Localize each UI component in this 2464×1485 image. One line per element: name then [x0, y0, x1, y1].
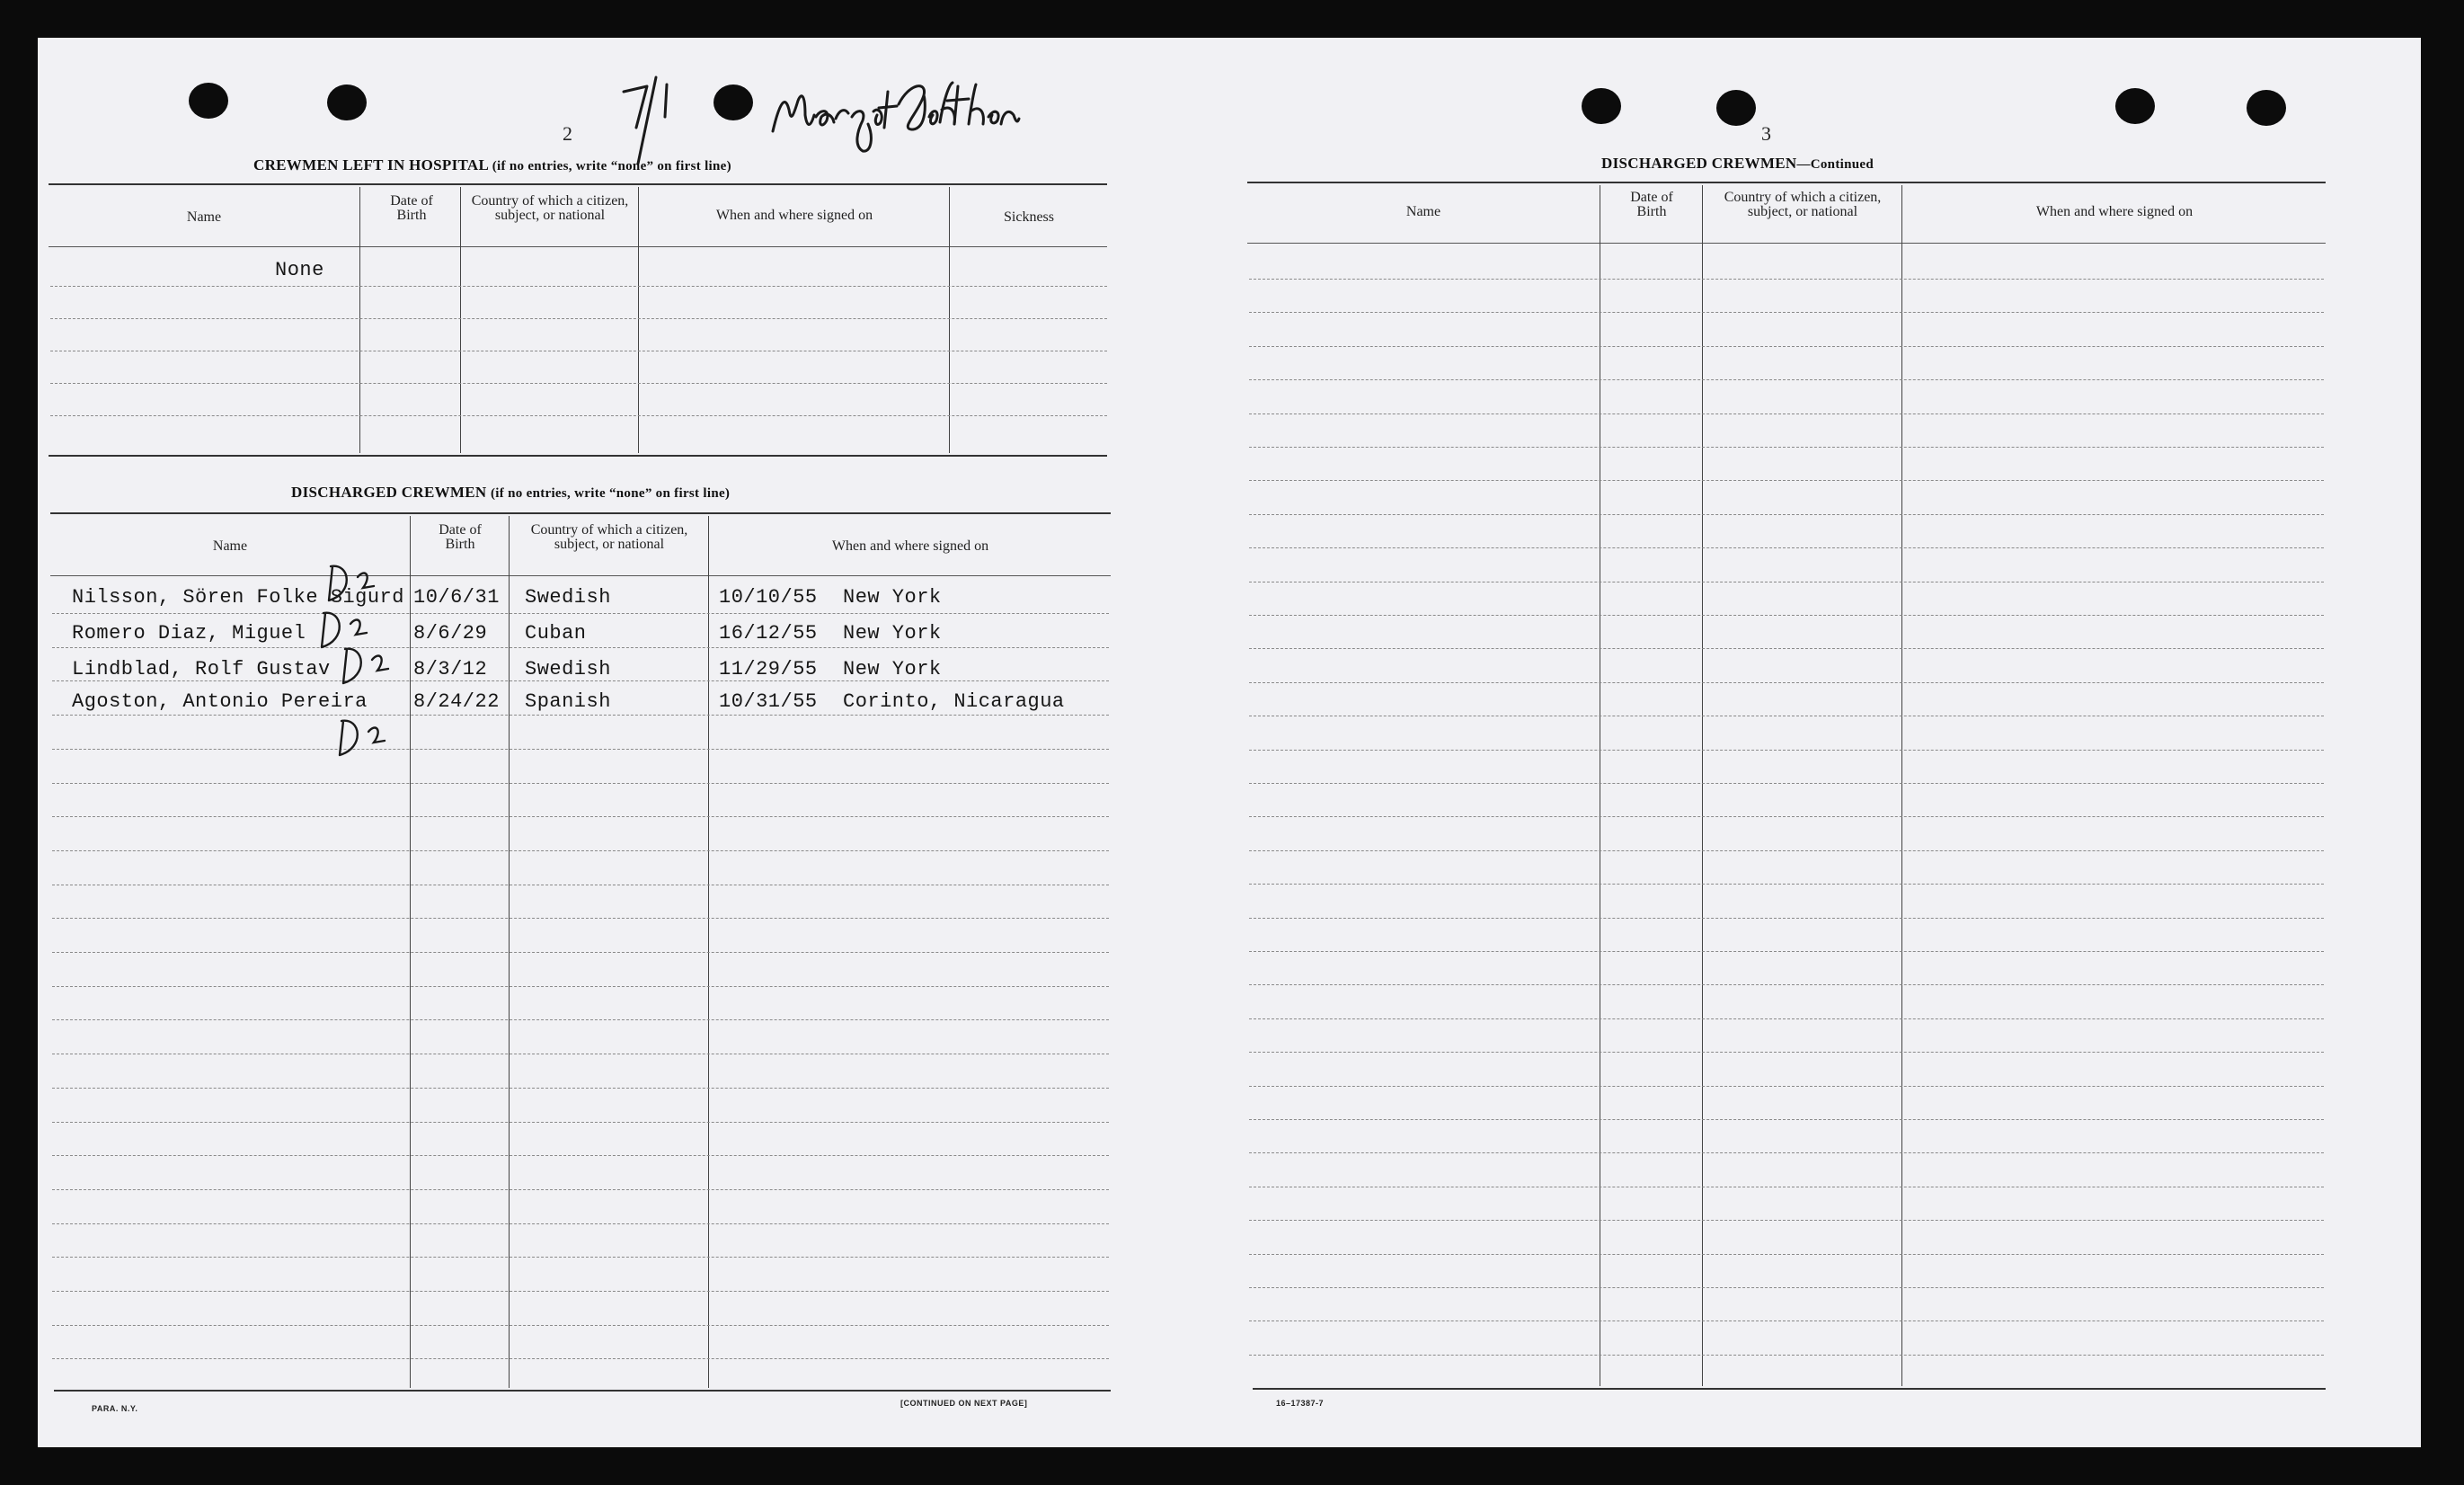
ruled-line: [1249, 1355, 2324, 1356]
page-number: 2: [563, 122, 572, 145]
ruled-line: [1249, 816, 2324, 817]
ruled-line: [52, 1358, 1109, 1359]
hospital-table-bottom: [49, 455, 1107, 457]
hospital-header-sickness: Sickness: [1004, 209, 1054, 225]
right-table-top: [1247, 182, 2326, 183]
ruled-line: [1249, 547, 2324, 548]
ruled-line: [52, 1122, 1109, 1123]
crew-country: Swedish: [525, 586, 611, 609]
continued-note: [CONTINUED ON NEXT PAGE]: [900, 1399, 1028, 1408]
crew-country: Spanish: [525, 690, 611, 713]
hospital-entry: None: [275, 259, 324, 281]
handwritten-mark-d2: [338, 642, 401, 692]
punch-hole: [1716, 90, 1756, 126]
form-code: 16–17387-7: [1276, 1399, 1325, 1408]
crew-country: Cuban: [525, 622, 587, 645]
punch-hole: [1582, 88, 1621, 124]
discharged-table-bottom: [54, 1390, 1111, 1392]
document-sheet: [38, 38, 2421, 1447]
right-header-name: Name: [1405, 204, 1441, 219]
ruled-line: [52, 1257, 1109, 1258]
ruled-line: [1249, 648, 2324, 649]
punch-hole: [2115, 88, 2155, 124]
crew-dob: 8/24/22: [413, 690, 500, 713]
discharged-continued-main: DISCHARGED CREWMEN: [1601, 155, 1797, 172]
ruled-line: [1249, 413, 2324, 414]
ruled-line: [52, 1223, 1109, 1224]
ruled-line: [1249, 918, 2324, 919]
right-header-bottom: [1247, 243, 2326, 244]
ruled-line: [1249, 783, 2324, 784]
crew-signed-date: 10/10/55: [719, 586, 818, 609]
crew-name: Romero Diaz, Miguel: [72, 622, 306, 645]
right-header-dob: Date of Birth: [1630, 190, 1673, 219]
hospital-col-divider: [460, 187, 461, 453]
ruled-line: [1249, 1220, 2324, 1221]
hospital-line: [50, 318, 1107, 319]
ruled-line: [1249, 750, 2324, 751]
hospital-header-dob: Date of Birth: [390, 193, 433, 223]
ruled-line: [1249, 312, 2324, 313]
ruled-line: [52, 680, 1109, 681]
discharged-table-top: [50, 512, 1111, 514]
ruled-line: [1249, 682, 2324, 683]
crew-signed-place: New York: [843, 586, 942, 609]
hospital-title: CREWMEN LEFT IN HOSPITAL: [253, 156, 489, 173]
punch-hole: [327, 84, 367, 120]
ruled-line: [1249, 850, 2324, 851]
ruled-line: [52, 1155, 1109, 1156]
crew-signed-place: New York: [843, 658, 942, 680]
hospital-table-top: [49, 183, 1107, 185]
crew-signed-place: New York: [843, 622, 942, 645]
handwritten-mark-d2: [334, 714, 397, 764]
ruled-line: [1249, 1119, 2324, 1120]
ruled-line: [1249, 615, 2324, 616]
discharged-subtitle: (if no entries, write “none” on first line): [491, 486, 731, 501]
printer-mark: PARA. N.Y.: [92, 1404, 138, 1413]
ruled-line: [52, 918, 1109, 919]
hospital-header-signed: When and where signed on: [715, 208, 873, 223]
crew-signed-date: 11/29/55: [719, 658, 818, 680]
ruled-line: [52, 1088, 1109, 1089]
ruled-line: [52, 952, 1109, 953]
discharged-continued-title: [1601, 155, 1874, 173]
ruled-line: [52, 647, 1109, 648]
crew-signed-place: Corinto, Nicaragua: [843, 690, 1065, 713]
ruled-line: [1249, 1287, 2324, 1288]
ruled-line: [1249, 379, 2324, 380]
ruled-line: [1249, 1152, 2324, 1153]
crew-name: Lindblad, Rolf Gustav: [72, 658, 331, 680]
ruled-line: [1249, 480, 2324, 481]
discharged-header-country: Country of which a citizen, subject, or national: [530, 522, 688, 552]
ruled-line: [1249, 984, 2324, 985]
right-header-signed: When and where signed on: [2035, 204, 2194, 219]
crew-dob: 10/6/31: [413, 586, 500, 609]
crew-dob: 8/6/29: [413, 622, 488, 645]
ruled-line: [1249, 447, 2324, 448]
handwritten-mark-d2: [324, 559, 386, 609]
hospital-line: [50, 383, 1107, 384]
crew-dob: 8/3/12: [413, 658, 488, 680]
ruled-line: [1249, 514, 2324, 515]
discharged-title: DISCHARGED CREWMEN: [291, 484, 487, 501]
discharged-section-title: [291, 484, 730, 502]
crew-name: Nilsson, Sören Folke Sigurd: [72, 586, 404, 609]
hospital-section-title: [253, 156, 731, 174]
crew-signed-date: 16/12/55: [719, 622, 818, 645]
ruled-line: [52, 749, 1109, 750]
ruled-line: [1249, 1018, 2324, 1019]
ruled-line: [52, 986, 1109, 987]
hospital-header-name: Name: [186, 209, 222, 225]
ruled-line: [52, 1325, 1109, 1326]
discharged-header-bottom: [50, 575, 1111, 576]
discharged-header-signed: When and where signed on: [831, 538, 989, 554]
punch-hole: [2247, 90, 2286, 126]
crew-signed-date: 10/31/55: [719, 690, 818, 713]
ruled-line: [1249, 884, 2324, 885]
page-number: 3: [1761, 122, 1771, 145]
ruled-line: [52, 1291, 1109, 1292]
ruled-line: [1249, 346, 2324, 347]
hospital-col-divider: [359, 187, 360, 453]
ruled-line: [52, 816, 1109, 817]
right-header-country: Country of which a citizen, subject, or national: [1724, 190, 1882, 219]
ruled-line: [1249, 951, 2324, 952]
punch-hole: [189, 83, 228, 119]
ruled-line: [1249, 1320, 2324, 1321]
discharged-header-dob: Date of Birth: [439, 522, 482, 552]
discharged-continued-suffix: —Continued: [1796, 157, 1874, 172]
hospital-line: [50, 286, 1107, 287]
ruled-line: [52, 1019, 1109, 1020]
ruled-line: [52, 850, 1109, 851]
right-col-divider: [1901, 185, 1902, 1386]
ruled-line: [1249, 1086, 2324, 1087]
hospital-col-divider: [638, 187, 639, 453]
ruled-line: [1249, 1052, 2324, 1053]
hospital-line: [50, 415, 1107, 416]
ruled-line: [52, 613, 1109, 614]
crew-name: Agoston, Antonio Pereira: [72, 690, 368, 713]
right-col-divider: [1702, 185, 1703, 1386]
ruled-line: [1249, 1254, 2324, 1255]
hospital-subtitle: (if no entries, write “none” on first line): [492, 159, 731, 173]
crew-country: Swedish: [525, 658, 611, 680]
discharged-header-name: Name: [212, 538, 248, 554]
right-table-bottom: [1253, 1388, 2326, 1390]
ruled-line: [52, 783, 1109, 784]
hospital-header-country: Country of which a citizen, subject, or national: [471, 193, 629, 223]
ruled-line: [52, 715, 1109, 716]
ruled-line: [1249, 279, 2324, 280]
hospital-col-divider: [949, 187, 950, 453]
ruled-line: [52, 1189, 1109, 1190]
